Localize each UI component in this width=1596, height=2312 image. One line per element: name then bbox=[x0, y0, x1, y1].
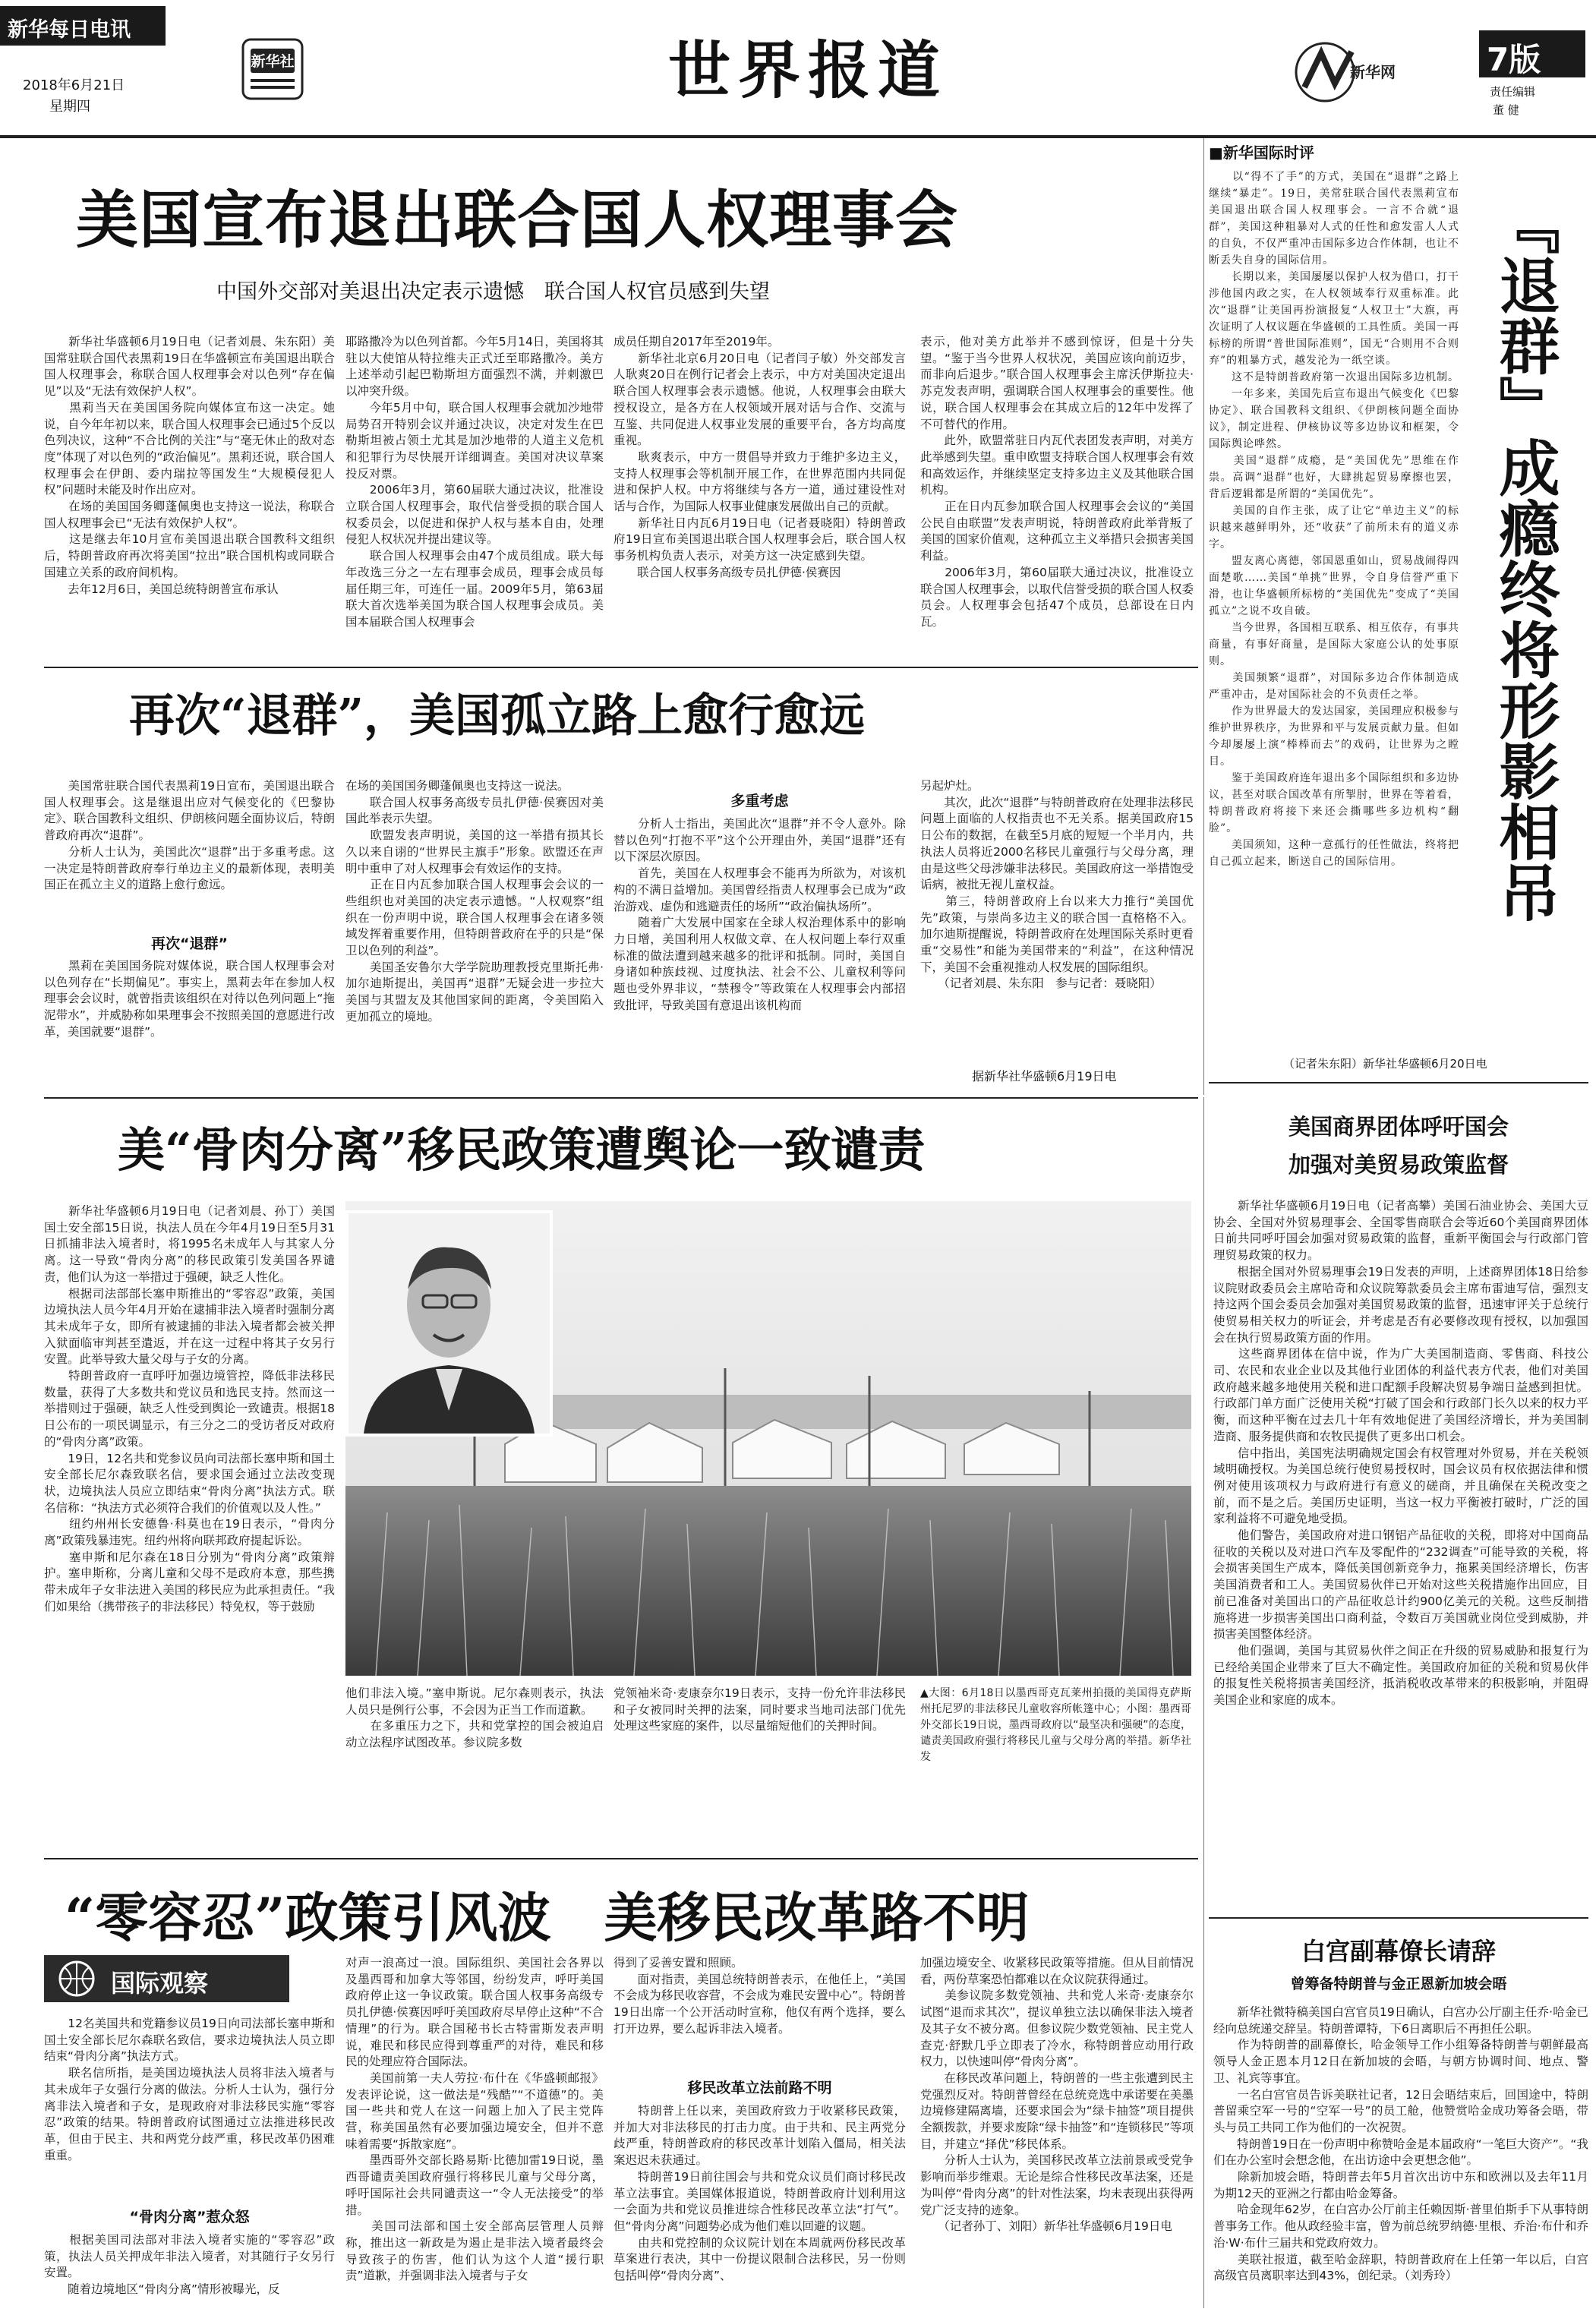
article3-col1: 新华社华盛顿6月19日电（记者刘晨、孙丁）美国国土安全部15日说，执法人员在今年4月19日至5月31日抓捕非法入境者时，将1995名未成年人与其家人分离。这一导致“骨肉分离”的移民政策引发美国各界谴责，他们认为这一举措过于强硬，缺乏人性化。 根据司法部部长塞申斯推出的“零容忍”政策，美国边境执法人员今年4月开始在逮捕非法入境者时强制分离其未成年子女，即所有被逮捕的非法入境者都会被关押入狱面临审判甚至遣返，并在这一过程中将其子女另行安置。此举导致大量父母与子女的分离。 特朗普政府一直呼吁加强边境管控，降低非法移民数量，获得了大多数共和党议员和选民支持。然而这一举措则过于强硬，缺乏人性受到舆论一致谴责。根据18日公布的一项民调显示，有三分之二的受访者反对政府的“骨肉分离”政策。 19日，12名共和党参议员向司法部长塞申斯和国土安全部长尼尔森致联名信，要求国会通过立法改变现状，边境执法人员应立即结束“骨肉分离”执法方式。联名信称：“执法方式必须符合我们的价值观以及人性。” 纽约州州长安德鲁·科莫也在19日表示，“骨肉分离”政策残暴违宪。纽约州将向联邦政府提起诉讼。 塞申斯和尼尔森在18日分别为“骨肉分离”政策辩护。塞申斯称，分离儿童和父母不是政府本意，那些携带未成年子女非法进入美国的移民应为此承担责任。“我们如果给（携带孩子的非法移民）特免权，等于鼓励 bbox=[44, 1204, 335, 1613]
masthead bbox=[0, 0, 1596, 137]
article6-text: 新华社微特稿美国白宫官员19日确认，白宫办公厅副主任乔·哈金已经向总统递交辞呈。特朗普谭特，下6日离职后不再担任公职。 作为特朗普的副幕僚长，哈金领导工作小组筹备特朗普与朝鲜最高领导人金正恩本月12日在新加坡的会晤，与朝方协调时间、地点、警卫、礼宾等事宜。 一名白宫官员告诉美联社记者，12日会晤结束后，回国途中，特朗普留乘空军一号的“空军一号”的员工舱，他赞赏哈金成功筹备会晤，带头与员工共同工作为他们的一次祝贺。 特朗普19日在一份声明中称赞哈金是本届政府“一笔巨大资产”。“我们在办公室时会想念他，在出访途中会更想念他”。 除新加坡会晤，特朗普去年5月首次出访中东和欧洲以及去年11月为期12天的亚洲之行都由哈金筹备。 哈金现年62岁，在白宫办公厅前主任赖因斯·普里伯斯手下从事特朗普事务工作。他从政经验丰富，曾为前总统罗纳德·里根、乔治·布什和乔治·W·布什三届共和党政府效力。 美联社报道，截至哈金辞职，特朗普政府在上任第一年以后，白宫高级官员离职率达到43%，创纪录。（刘秀玲） bbox=[1213, 2005, 1588, 2283]
article5-col2: 对声一浪高过一浪。国际组织、美国社会各界以及墨西哥和加拿大等邻国，纷纷发声，呼吁美国政府停止这一争议政策。联合国人权事务高级专员扎伊德·侯赛因呼吁美国政府尽早停止这种“不合情理”的行为。联合国秘书长古特雷斯发表声明说，难民和移民应得到尊重严的对待，难民和移民的处理应符合国际法。 美国前第一夫人劳拉·布什在《华盛顿邮报》发表评论说，这一做法是“残酷”“不道德”的。美国一些共和党人在这一问题上加入了民主党阵营，称美国虽然有必要加强边境安全，但并不意味着需要“拆散家庭”。 墨西哥外交部长路易斯·比德加雷19日说，墨西哥谴责美国政府强行将移民儿童与父母分离，呼吁国际社会共同谴责这一“令人无法接受”的举措。 美国司法部和国土安全部高层管理人员辩称，推出这一新政是为遏止是非法入境者最终会导致孩子的伤害，他们认为这个人道“援行职责”道歉，并强调非法入境者与子女 bbox=[345, 1956, 604, 2283]
side-column-byline: （记者朱东阳）新华社华盛顿6月20日电 bbox=[1283, 1057, 1487, 1071]
article1-col3: 成员任期自2017年至2019年。 新华社北京6月20日电（记者闫子敏）外交部发言人耿爽20日在例行记者会上表示，中方对美国决定退出联合国人权理事会表示遗憾。他说，人权理事会由联大授权设立，是各方在人权领域开展对话与合作、交流与互鉴、共同促进人权事业发展的重要平台，各方均高度重视。 耿爽表示，中方一贯倡导并致力于维护多边主义，支持人权理事会等机制开展工作，在世界范围内共同促进和保护人权。中方将继续与各方一道，通过建设性对话与合作，为国际人权事业健康发展做出自己的贡献。 新华社日内瓦6月19日电（记者聂晓阳）特朗普政府19日宣布美国退出联合国人权理事会后，联合国人权事务机构负责人表示，对美方这一决定感到失望。 联合国人权事务高级专员扎伊德·侯赛因 bbox=[613, 335, 906, 579]
article3-headline: 美“骨肉分离”移民政策遭舆论一致谴责 bbox=[118, 1122, 926, 1178]
article1-col4: 表示，他对美方此举并不感到惊讶，但是十分失望。“鉴于当今世界人权状况，美国应该向前迈步，而非向后退步。”联合国人权理事会主席沃伊斯拉夫·苏克发表声明，强调联合国人权理事会的重要性。他说，联合国人权理事会在其成立后的12年中发挥了不可替代的作用。 此外，欧盟常驻日内瓦代表团发表声明，对美方此举感到失望。重申欧盟支持联合国人权理事会有效和高效运作，并继续坚定支持多边主义及其他联合国机构。 正在日内瓦参加联合国人权理事会会议的“美国公民自由联盟”发表声明说，特朗普政府此举背叛了美国的国家价值观，这种孤立主义举措只会损害美国利益。 2006年3月，第60届联大通过决议，批准设立联合国人权理事会，以取代信誉受损的联合国人权委员会。人权理事会包括47个成员，总部设在日内瓦。 bbox=[920, 335, 1194, 629]
column-title: ■新华国际时评 bbox=[1209, 144, 1314, 162]
article2-col1: 黑莉在美国国务院对媒体说，联合国人权理事会对以色列存在“长期偏见”。事实上，黑莉去年在参加人权理事会会议时，就曾指责该组织在对待以色列问题上“拖泥带水”，并威胁称如果理事会不按照美国的意愿进行改革，美国就要“退群”。 bbox=[44, 959, 335, 1039]
article5-col3-b: 特朗普上任以来，美国政府致力于收紧移民政策，并加大对非法移民的打击力度。由于共和、民主两党分歧严重，特朗普政府的移民改革计划陷入僵局，相关法案迟迟未获通过。 特朗普19日前往国会与共和党众议员们商讨移民改革立法事宜。美国媒体报道说，特朗普政府计划利用这一会面为共和党议员推进综合性移民改革立法“打气”。但“骨肉分离”问题势必成为他们难以回避的议题。 由共和党控制的众议院计划在本周就两份移民改革草案进行表决，其中一份提议限制合法移民，另一份则包括叫停“骨肉分离”、 bbox=[613, 2104, 906, 2283]
paper-name: 新华每日电讯 bbox=[8, 18, 131, 42]
svg-text:新华社: 新华社 bbox=[251, 53, 295, 70]
article1-col1: 新华社华盛顿6月19日电（记者刘晨、朱东阳）美国常驻联合国代表黑莉19日在华盛顿宣布美国退出联合国人权理事会，称联合国人权理事会对以色列“存在偏见”以及“无法有效保护人权”。 黑莉当天在美国国务院向媒体宣布这一决定。她说，自今年年初以来，联合国人权理事会已通过5个反以色列决议，这种“不合比例的关注”与“毫无休止的敌对态度”体现了对以色列的“政治偏见”。黑莉还说，联合国人权理事会在伊朗、委内瑞拉等国发生“大规模侵犯人权”问题时未能及时作出应对。 在场的美国国务卿蓬佩奥也支持这一说法，称联合国人权理事会已“无法有效保护人权”。 这是继去年10月宣布美国退出联合国教科文组织后，特朗普政府再次将美国“拉出”联合国机构或同联合国建立关系的政府间机构。 去年12月6日，美国总统特朗普宣布承认 bbox=[44, 335, 335, 596]
article1-rule bbox=[44, 667, 1198, 668]
article1-headline: 美国宣布退出联合国人权理事会 bbox=[76, 185, 959, 257]
photo-caption: ▲大图：6月18日以墨西哥克瓦莱州拍摄的美国得克萨斯州托尼罗的非法移民儿童收容所帐篷中心；小图：墨西哥外交部长19日说，墨西哥政府以“最坚决和强硬”的态度，谴责美国政府强行将移民儿童与父母分离的举措。新华社发 bbox=[920, 1687, 1191, 1763]
side-bottom-rule bbox=[1209, 1082, 1588, 1083]
side-column-text: 以“得不了手”的方式，美国在“退群”之路上继续“暴走”。19日，美常驻联合国代表黑莉宣布美国退出联合国人权理事会。一言不合就“退群”，美国这种粗暴对人式的任性和愈发雷人人式的自负，不仅严重冲击国际多边合作体制，也让不断丢失自身的国际信用。 长期以来，美国屡屡以保护人权为借口，打干涉他国内政之实，在人权领域奉行双重标准。此次“退群”让美国再扮演报复“人权卫士”大旗，再次证明了人权议题在华盛顿的工具性质。美国一再标榜的所谓“普世国际准则”，国无“合则用不合则弃”的粗暴方式，越发沦为一纸空谈。 这不是特朗普政府第一次退出国际多边机制。 一年多来，美国先后宣布退出气候变化《巴黎协定》、联合国教科文组织、《伊朗核问题全面协议》，制定进程、伊核协议等多边协议和框架，令国际舆论哗然。 美国“退群”成瘾，是“美国优先”思维在作祟。高调“退群”也好，大肆挑起贸易摩擦也罢，背后逻辑都是所谓的“美国优先”。 美国的自作主张，成了让它“单边主义”的标识越来越鲜明外，还“收获”了前所未有的道义赤字。 盟友离心离德，邻国恩重如山，贸易战闹得四面楚歌……美国“单挑”世界，令自身信誉严重下滑，也让华盛顿所标榜的“美国优先”变成了“美国孤立”之说不攻自破。 当今世界，各国相互联系、相互依存，有事共商量，有事好商量，是国际大家庭公认的处事原则。 美国频繁“退群”，对国际多边合作体制造成严重冲击，是对国际社会的不负责任之举。 作为世界最大的发达国家，美国理应积极参与维护世界秩序，为世界和平与发展贡献力量。但如今却屡屡上演“棒棒而去”的戏码，让世界为之瞠目。 鉴于美国政府连年退出多个国际组织和多边协议，甚至对联合国改革有所掣肘，世界在等着看，特朗普政府将接下来还会撕哪些多边机构“翻脸”。 美国须知，这种一意孤行的任性做法，终将把自己孤立起来，断送自己的国际信用。 bbox=[1209, 171, 1459, 868]
article4-headline: 美国商界团体呼吁国会 bbox=[1288, 1114, 1509, 1140]
article5-col4: 加强边境安全、收紧移民政策等措施。但从目前情况看，两份草案恐怕都难以在众议院获得通过。 美参议院多数党领袖、共和党人米奇·麦康奈尔试图“退而求其次”，提议单独立法以确保非法入境者及其子女不被分离。但参议院少数党领袖、民主党人查克·舒默几乎立即表了冷水，称特朗普应动用行政权力，以快速叫停“骨肉分离”。 在移民改革问题上，特朗普的一些主张遭到民主党强烈反对。特朗普曾经在总统竞选中承诺要在美墨边境修建隔离墙，还要求国会为“绿卡抽签”项目提供全额拨款，并要求废除“绿卡抽签”和“连锁移民”等项目，并建立“择优”移民体系。 分析人士认为，美国移民改革立法前景或受党争影响而举步维艰。无论是综合性移民改革法案，还是为叫停“骨肉分离”的针对性法案，均未表现出获得两党广泛支持的迹象。 （记者孙丁、刘阳）新华社华盛顿6月19日电 bbox=[920, 1956, 1194, 2234]
article4-text: 新华社华盛顿6月19日电（记者高攀）美国石油业协会、美国大豆协会、全国对外贸易理事会、全国零售商联合会等近60个美国商界团体日前共同呼吁国会加强对贸易政策的监督，重新平衡国会与行政部门管理贸易政策的权力。 根据全国对外贸易理事会19日发表的声明，上述商界团体18日给参议院财政委员会主席哈奇和众议院筹款委员会主席布雷迪写信，强烈支持这两个国会委员会加强对美国贸易政策的监督，迅速审评关于总统行使贸易相关权力的听证会，并考虑是否有必要修改现有授权，以加强国会在执行贸易政策方面的作用。 这些商界团体在信中说，作为广大美国制造商、零售商、科技公司、农民和农业企业以及其他行业团体的利益代表方代表，他们对美国政府越来越多地使用关税和进口配额手段解决贸易争端日益感到担忧。行政部门单方面广泛使用关税“打破了国会和行政部门长久以来的权力平衡，而这种平衡在过去几十年有效地促进了美国经济增长，并为美国制造商、服务提供商和农牧民提供了更多出口机会。 信中指出，美国宪法明确规定国会有权管理对外贸易，并在关税领域明确授权。为美国总统行使贸易授权时，国会议员有权依据法律和惯例对使用该项权力与政府进行有意义的磋商，并且确保在关税改变之前，而不是之后。美国历史证明，当这一权力平衡被打破时，广泛的国家利益将不可避免地受损。 他们警告，美国政府对进口钢铝产品征收的关税，即将对中国商品征收的关税以及对进口汽车及零配件的“232调查”可能导致的关税，将会损害美国生产成本，降低美国创新竞争力，拖累美国经济增长，伤害美国消费者和工人。美国贸易伙伴已开始对这些关税措施作出回应，目前已准备对美国出口的产品征收总计约900亿美元的关税。这些反制措施将进一步损害美国出口商利益，令数百万美国就业岗位受到威胁，并损害美国整体经济。 他们强调，美国与其贸易伙伴之间正在升级的贸易威胁和报复行为已经给美国企业带来了巨大不确定性。美国政府加征的关税和贸易伙伴的报复性关税将损害美国经济，抵消税收改革带来的积极影响，并阻碍美国企业和家庭的成本。 bbox=[1213, 1199, 1588, 1708]
article2-col1-sub: 再次“退群” bbox=[151, 935, 228, 952]
side-divider bbox=[1203, 138, 1204, 1095]
xinhua-logo bbox=[241, 38, 304, 100]
article1-subhead: 中国外交部对美退出决定表示遗憾 联合国人权官员感到失望 bbox=[216, 280, 770, 304]
article5-col1: 12名美国共和党籍参议员19日向司法部长塞申斯和国土安全部长尼尔森联名致信，要求边境执法人员立即结束“骨肉分离”执法方式。 联名信所指，是美国边境执法人员将非法入境者与其未成年子女强行分离的做法。分析人士认为，强行分离非法入境者和子女，是现政府对非法移民实施“零容忍”政策的结果。特朗普政府试图通过立法推进移民改革，但由于民主、共和两党分歧严重，移民改革仍困难重重。 bbox=[44, 2017, 335, 2162]
section-title: 世界报道 bbox=[668, 34, 948, 107]
paper-name-box bbox=[0, 6, 166, 46]
article2-headline: 再次“退群”，美国孤立路上愈行愈远 bbox=[129, 689, 866, 743]
article5-col1-b: 根据美国司法部对非法入境者实施的“零容忍”政策，执法人员关押成年非法入境者，对其随行子女另行安置。 随着边境地区“骨肉分离”情形被曝光，反 bbox=[44, 2233, 335, 2297]
intl-observation-badge bbox=[44, 1955, 289, 2002]
article5-col3-sub: 移民改革立法前路不明 bbox=[687, 2080, 832, 2096]
svg-text:新华网: 新华网 bbox=[1350, 63, 1396, 81]
article5-headline: “零容忍”政策引风波 美移民改革路不明 bbox=[65, 1886, 1030, 1949]
article1-col2: 耶路撒冷为以色列首都。今年5月14日，美国将其驻以大使馆从特拉维夫正式迁至耶路撒冷。美方上述举动引起巴勒斯坦方面强烈不满，并刺激巴以冲突升级。 今年5月中旬，联合国人权理事会就加沙地带局势召开特别会议并通过决议，决定对发生在巴勒斯坦被占领土尤其是加沙地带的人道主义危机和犯罪行为尽快展开详细调查。美国对决议草案投反对票。 2006年3月，第60届联大通过决议，批准设立联合国人权理事会，取代信誉受损的联合国人权委员会，以促进和保护人权与基本自由，处理侵犯人权状况并提出建议等。 联合国人权理事会由47个成员组成。联大每年改选三分之一左右理事会成员，理事会成员每届任期三年，可连任一届。2009年5月，第63届联大首次选举美国为联合国人权理事会成员。美国本届联合国人权理事会 bbox=[345, 335, 604, 629]
article2-col2: 在场的美国国务卿蓬佩奥也支持这一说法。 联合国人权事务高级专员扎伊德·侯赛因对美国此举表示失望。 欧盟发表声明说，美国的这一举措有损其长久以来自诩的“世界民主旗手”形象。欧盟还在声明中重申了对人权理事会有效运作的支持。 正在日内瓦参加联合国人权理事会会议的一些组织也对美国的决定表示遗憾。“人权观察”组织在一份声明中说，联合国人权理事会在诸多领域发挥着重要作用，但特朗普政府在乎的只是“保卫以色列的利益”。 美国圣安鲁尔大学学院助理教授克里斯托弗·加尔迪斯提出，美国再“退群”无疑会进一步拉大美国与其盟友及其他国家间的距离，令美国陷入更加孤立的境地。 bbox=[345, 779, 604, 1024]
inset-portrait-photo bbox=[345, 1210, 553, 1437]
xinhuanet-logo bbox=[1291, 38, 1396, 106]
article5-col3: 得到了妥善安置和照顾。 面对指责，美国总统特朗普表示，在他任上，“美国不会成为移民收容营，不会成为难民安置中心”。特朗普19日出席一个公开活动时宣称，他仅有两个选择，要么打开边界，要么起诉非法入境者。 bbox=[613, 1956, 906, 2036]
article3-rule bbox=[44, 1858, 1198, 1859]
tent-camp-photo bbox=[345, 1201, 1191, 1676]
page-number: 7版 bbox=[1487, 41, 1541, 78]
article2-col1-top: 美国常驻联合国代表黑莉19日宣布，美国退出联合国人权理事会。这是继退出应对气候变化的《巴黎协定》、联合国教科文组织、伊朗核问题全面协议后，特朗普政府再次“退群”。 分析人士认为，美国此次“退群”出于多重考虑。这一决定是特朗普政府奉行单边主义的最新体现，表明美国正在孤立主义的道路上愈行愈远。 bbox=[44, 779, 335, 892]
article4-headline2: 加强对美贸易政策监督 bbox=[1288, 1152, 1509, 1178]
article3-bottom-col1: 他们非法入境。”塞申斯说。尼尔森则表示，执法人员只是例行公事，不会因为正当工作而道歉。 在多重压力之下，共和党掌控的国会被迫启动立法程序试图改革。参议院多数 bbox=[345, 1686, 604, 1750]
article2-byline: 据新华社华盛顿6月19日电 bbox=[972, 1069, 1117, 1083]
article5-col1-sub: “骨肉分离”惹众怒 bbox=[129, 2209, 250, 2225]
article2-col3: 分析人士指出，美国此次“退群”并不令人意外。除替以色列“打抱不平”这个公开理由外，美国“退群”还有以下深层次原因。 首先，美国在人权理事会不能再为所欲为，对该机构的不满日益增加。美国曾经指责人权理事会已成为“政治游戏、虚伪和逃避责任的场所”“政治偏执场所”。 随着广大发展中国家在全球人权治理体系中的影响力日增，美国利用人权做文章、在人权问题上奉行双重标准的做法遭到越来越多的批评和抵制。同时，美国自身诸如种族歧视、过度执法、社会不公、儿童权利等问题也受外界非议，“禁穆令”等政策在人权理事会内部招致批评，导致美国有意退出该机构而 bbox=[613, 817, 906, 1012]
issue-date: 2018年6月21日 bbox=[23, 77, 125, 93]
article2-rule bbox=[44, 1097, 1198, 1099]
page-number-box bbox=[1479, 30, 1585, 77]
badge-label: 国际观察 bbox=[111, 1969, 209, 1998]
side-column-title: 『退群』成瘾终将形影相吊 bbox=[1489, 194, 1560, 923]
article2-col3-sub: 多重考虑 bbox=[730, 793, 789, 809]
editor-name: 董 健 bbox=[1493, 103, 1519, 117]
article2-col4: 另起炉灶。 其次，此次“退群”与特朗普政府在处理非法移民问题上面临的人权指责也不无关系。据美国政府15日公布的数据，在截至5月底的短短一个半月内，共执法人员将近2000名移民儿童强行与父母分离，理由是这些父母涉嫌非法移民。美国政府这一举措饱受诟病，被批无视儿童权益。 第三，特朗普政府上台以来大力推行“美国优先”政策，与崇尚多边主义的联合国一直格格不入。加尔迪斯提醒说，特朗普政府在处理国际关系时更看重“交易性”和能为美国带来的“利益”，在这种情况下，美国不会重视推动人权发展的国际组织。 （记者刘晨、朱东阳 参与记者：聂晓阳） bbox=[920, 779, 1194, 991]
article3-bottom-col2: 党领袖米奇·麦康奈尔19日表示，支持一份允许非法移民和子女被同时关押的法案，同时要求当地司法部门优先处理这些家庭的案件，以尽量缩短他们的关押时间。 bbox=[613, 1686, 906, 1733]
right-divider-lower bbox=[1203, 1097, 1204, 2308]
masthead-rule bbox=[0, 135, 1596, 138]
issue-weekday: 星期四 bbox=[49, 99, 90, 115]
editor-label: 责任编辑 bbox=[1490, 85, 1536, 99]
article6-subhead: 曾筹备特朗普与金正恩新加坡会晤 bbox=[1290, 1976, 1507, 1992]
article6-headline: 白宫副幕僚长请辞 bbox=[1301, 1937, 1496, 1966]
article4-rule bbox=[1209, 1917, 1588, 1919]
